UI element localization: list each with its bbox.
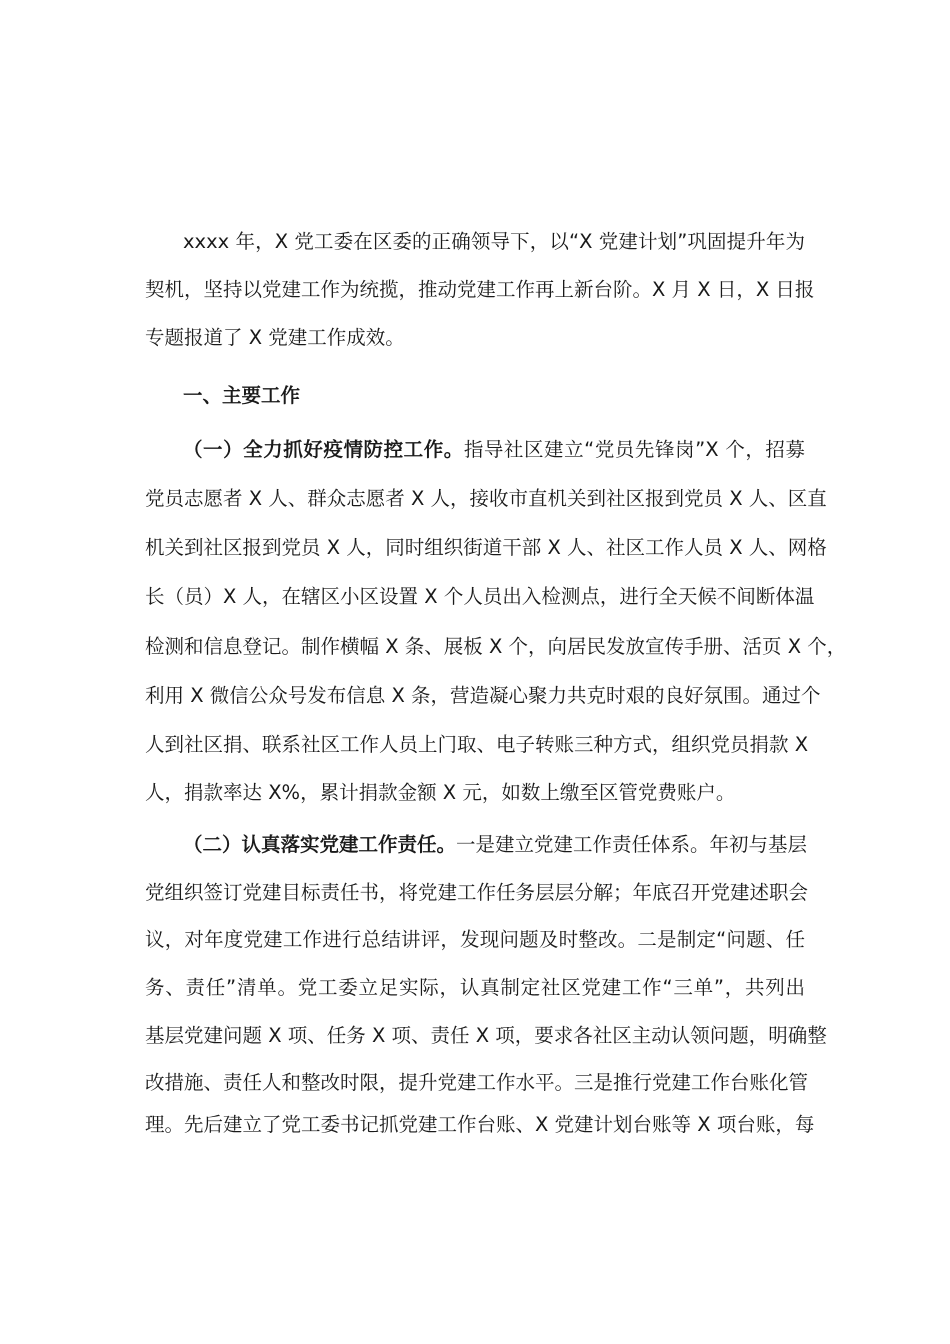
sub1-line-3: 机关到社区报到党员 X 人，同时组织街道干部 X 人、社区工作人员 X 人、网格: [145, 536, 827, 559]
sub1-line-6: 利用 X 微信公众号发布信息 X 条，营造凝心聚力共克时艰的良好氛围。通过个: [145, 684, 821, 707]
sub2-title: （二）认真落实党建工作责任。: [183, 833, 457, 856]
sub1-line-5: 检测和信息登记。制作横幅 X 条、展板 X 个，向居民发放宣传手册、活页 X 个，: [145, 635, 847, 658]
sub2-first-line: [183, 830, 808, 860]
sub1-first-line: [183, 435, 805, 465]
sub2-line-3: 议，对年度党建工作进行总结讲评，发现问题及时整改。二是制定“问题、任: [145, 928, 805, 951]
intro-line-1: xxxx 年，X 党工委在区委的正确领导下，以“X 党建计划”巩固提升年为: [183, 230, 805, 253]
sub2-line-2: 党组织签订党建目标责任书，将党建工作任务层层分解；年底召开党建述职会: [145, 881, 809, 904]
intro-line-2: 契机，坚持以党建工作为统揽，推动党建工作再上新台阶。X 月 X 日，X 日报: [145, 278, 815, 301]
sub1-title: （一）全力抓好疫情防控工作。: [183, 438, 464, 461]
sub1-line-8: 人，捐款率达 X%，累计捐款金额 X 元，如数上缴至区管党费账户。: [145, 781, 736, 804]
sub2-line-6: 改措施、责任人和整改时限，提升党建工作水平。三是推行党建工作台账化管: [145, 1071, 809, 1094]
sub1-line-7: 人到社区捐、联系社区工作人员上门取、电子转账三种方式，组织党员捐款 X: [145, 733, 809, 756]
sub2-line-7: 理。先后建立了党工委书记抓党建工作台账、X 党建计划台账等 X 项台账，每: [145, 1113, 815, 1136]
section-heading: 一、主要工作: [183, 384, 301, 407]
sub1-line-2: 党员志愿者 X 人、群众志愿者 X 人，接收市直机关到社区报到党员 X 人、区直: [145, 487, 827, 510]
sub1-first-line-text: 指导社区建立“党员先锋岗”X 个，招募: [463, 438, 805, 461]
intro-line-3: 专题报道了 X 党建工作成效。: [145, 326, 405, 349]
sub2-first-line-text: 一是建立党建工作责任体系。年初与基层: [456, 833, 808, 856]
sub2-line-5: 基层党建问题 X 项、任务 X 项、责任 X 项，要求各社区主动认领问题，明确整: [145, 1024, 827, 1047]
sub1-line-4: 长（员）X 人，在辖区小区设置 X 个人员出入检测点，进行全天候不间断体温: [145, 585, 815, 608]
sub2-line-4: 务、责任”清单。党工委立足实际，认真制定社区党建工作“三单”，共列出: [145, 976, 805, 999]
